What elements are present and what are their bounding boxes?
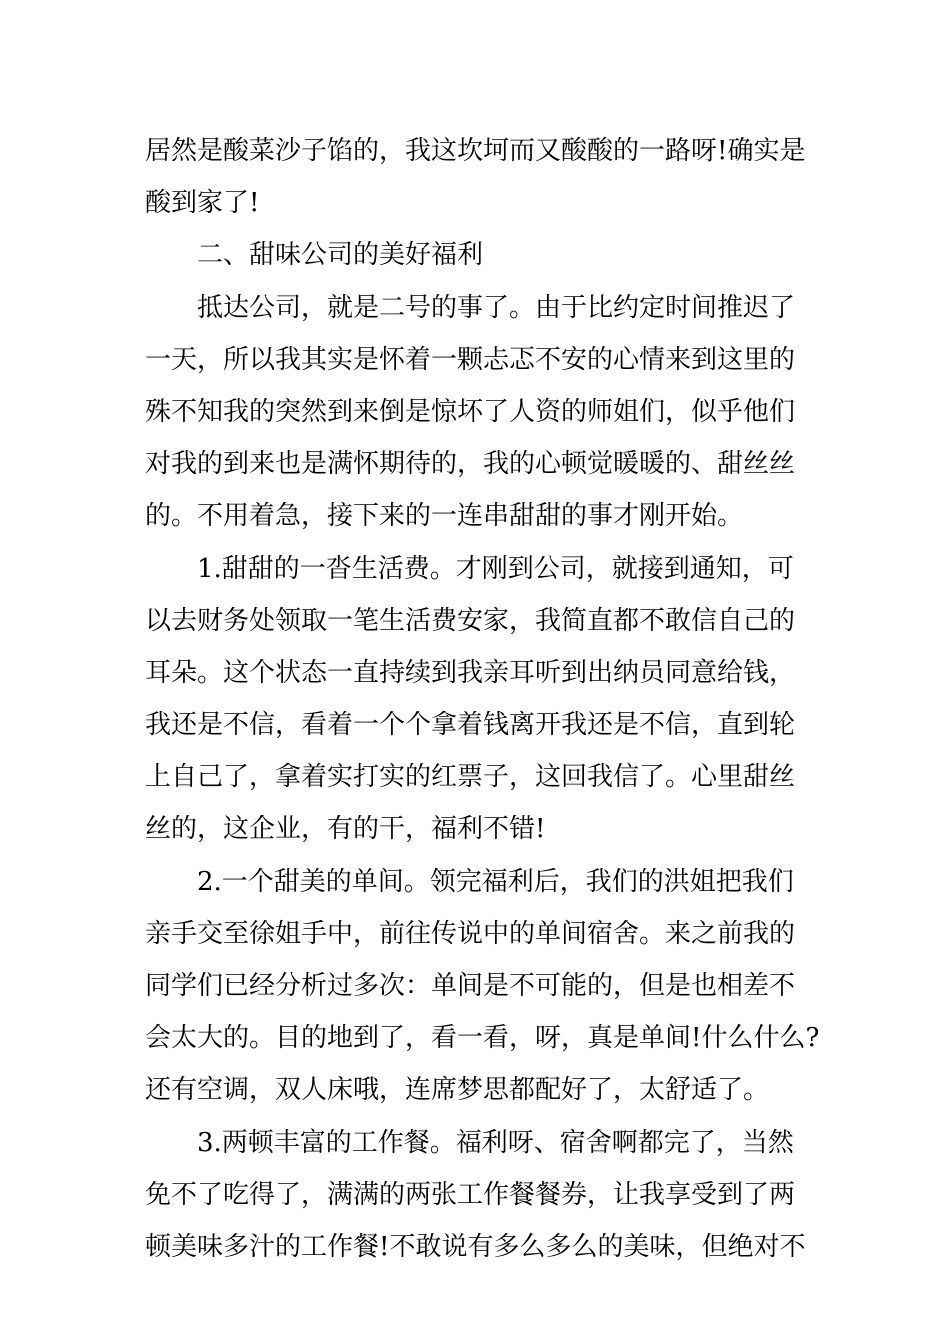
list-item-3-start: 3.两顿丰富的工作餐。福利呀、宿舍啊都完了，当然: [197, 1127, 794, 1158]
text-line: 耳朵。这个状态一直持续到我亲耳听到出纳员同意给钱，: [145, 657, 796, 688]
text-line: 居然是酸菜沙子馅的，我这坎坷而又酸酸的一路呀!确实是: [145, 136, 806, 166]
section-heading: 二、甜味公司的美好福利: [197, 240, 484, 271]
text-line: 丝的，这企业，有的干，福利不错!: [145, 814, 546, 845]
text-line: 上自己了，拿着实打实的红票子，这回我信了。心里甜丝: [145, 762, 796, 793]
text-line: 酸到家了!: [145, 188, 260, 219]
text-line: 我还是不信，看着一个个拿着钱离开我还是不信，直到轮: [145, 710, 796, 741]
text-line: 对我的到来也是满怀期待的，我的心顿觉暖暖的、甜丝丝: [145, 449, 796, 480]
text-line: 还有空调，双人床哦，连席梦思都配好了，太舒适了。: [145, 1075, 770, 1106]
text-line: 会太大的。目的地到了，看一看，呀，真是单间!什么什么?: [145, 1023, 820, 1054]
text-line: 的。不用着急，接下来的一连串甜甜的事才刚开始。: [145, 501, 744, 532]
paragraph-start: 抵达公司，就是二号的事了。由于比约定时间推迟了: [197, 292, 796, 323]
text-line: 以去财务处领取一笔生活费安家，我简直都不敢信自己的: [145, 605, 796, 636]
body-text: [145, 125, 825, 1273]
text-line: 同学们已经分析过多次：单间是不可能的，但是也相差不: [145, 971, 796, 1001]
text-line: 免不了吃得了，满满的两张工作餐餐券，让我享受到了两: [145, 1179, 796, 1210]
text-line: 顿美味多汁的工作餐!不敢说有多么多么的美味，但绝对不: [145, 1231, 806, 1262]
list-item-2-start: 2.一个甜美的单间。领完福利后，我们的洪姐把我们: [197, 866, 794, 897]
text-line: 殊不知我的突然到来倒是惊坏了人资的师姐们，似乎他们: [145, 396, 796, 427]
text-line: 一天，所以我其实是怀着一颗忐忑不安的心情来到这里的: [145, 344, 796, 375]
list-item-1-start: 1.甜甜的一沓生活费。才刚到公司，就接到通知，可: [197, 553, 794, 584]
text-line: 亲手交至徐姐手中，前往传说中的单间宿舍。来之前我的: [145, 918, 796, 949]
